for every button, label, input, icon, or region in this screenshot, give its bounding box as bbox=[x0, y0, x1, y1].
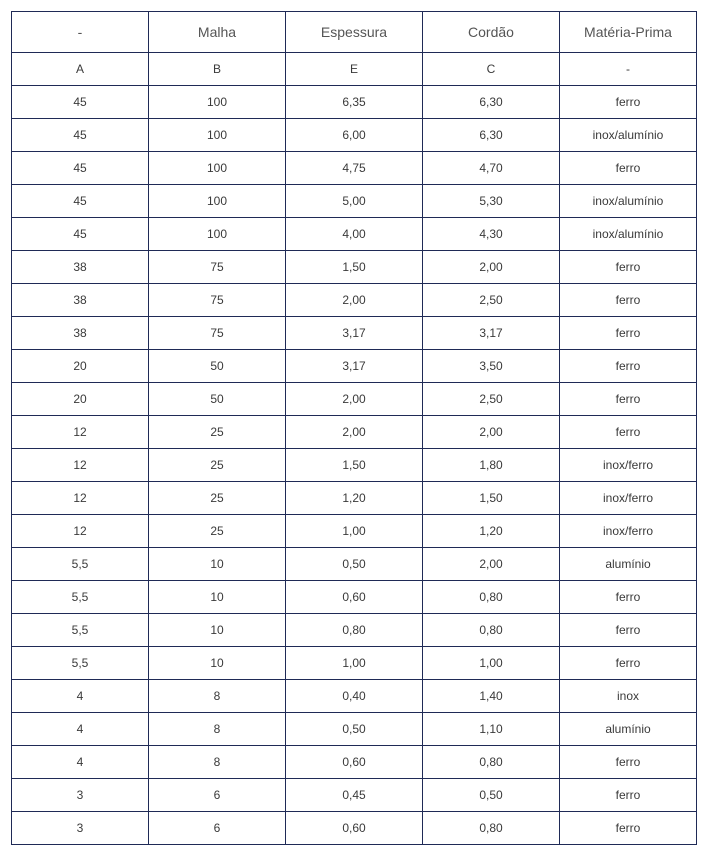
cell-c: 3,50 bbox=[423, 350, 560, 383]
table-row bbox=[12, 647, 697, 680]
cell-materia-prima: ferro bbox=[560, 647, 697, 680]
cell-b: 25 bbox=[149, 515, 286, 548]
cell-a: 12 bbox=[12, 482, 149, 515]
cell-materia-prima: inox/alumínio bbox=[560, 218, 697, 251]
cell-e: 0,45 bbox=[286, 779, 423, 812]
header-cell-dash: - bbox=[12, 12, 149, 53]
cell-c: 1,80 bbox=[423, 449, 560, 482]
header-cell-espessura: Espessura bbox=[286, 12, 423, 53]
table-row bbox=[12, 251, 697, 284]
cell-materia-prima: ferro bbox=[560, 350, 697, 383]
cell-materia-prima: ferro bbox=[560, 251, 697, 284]
cell-e: 1,50 bbox=[286, 251, 423, 284]
cell-materia-prima: ferro bbox=[560, 614, 697, 647]
cell-e: 0,60 bbox=[286, 812, 423, 845]
header-cell-malha: Malha bbox=[149, 12, 286, 53]
cell-c: 2,00 bbox=[423, 251, 560, 284]
cell-b: 10 bbox=[149, 581, 286, 614]
table-row bbox=[12, 449, 697, 482]
table-row bbox=[12, 746, 697, 779]
cell-a: 38 bbox=[12, 284, 149, 317]
cell-a: 45 bbox=[12, 152, 149, 185]
cell-e: 4,75 bbox=[286, 152, 423, 185]
cell-materia-prima: ferro bbox=[560, 317, 697, 350]
cell-a: 20 bbox=[12, 350, 149, 383]
cell-c: 0,80 bbox=[423, 614, 560, 647]
cell-a: 45 bbox=[12, 119, 149, 152]
cell-b: 100 bbox=[149, 86, 286, 119]
cell-b: 100 bbox=[149, 152, 286, 185]
cell-b: 8 bbox=[149, 713, 286, 746]
cell-b: 10 bbox=[149, 548, 286, 581]
cell-materia-prima: ferro bbox=[560, 581, 697, 614]
cell-c: 0,80 bbox=[423, 812, 560, 845]
table-row bbox=[12, 86, 697, 119]
cell-a: 38 bbox=[12, 317, 149, 350]
subheader-cell: - bbox=[560, 53, 697, 86]
subheader-cell: C bbox=[423, 53, 560, 86]
cell-c: 6,30 bbox=[423, 86, 560, 119]
cell-c: 4,70 bbox=[423, 152, 560, 185]
cell-a: 45 bbox=[12, 218, 149, 251]
table-row bbox=[12, 515, 697, 548]
cell-e: 2,00 bbox=[286, 416, 423, 449]
cell-e: 6,35 bbox=[286, 86, 423, 119]
cell-c: 0,50 bbox=[423, 779, 560, 812]
cell-materia-prima: ferro bbox=[560, 284, 697, 317]
table-row bbox=[12, 350, 697, 383]
cell-c: 5,30 bbox=[423, 185, 560, 218]
cell-a: 12 bbox=[12, 515, 149, 548]
cell-materia-prima: ferro bbox=[560, 383, 697, 416]
cell-b: 6 bbox=[149, 812, 286, 845]
cell-b: 100 bbox=[149, 119, 286, 152]
cell-materia-prima: inox bbox=[560, 680, 697, 713]
spec-table-body bbox=[12, 12, 697, 845]
cell-e: 1,20 bbox=[286, 482, 423, 515]
cell-e: 5,00 bbox=[286, 185, 423, 218]
table-row bbox=[12, 317, 697, 350]
cell-c: 1,50 bbox=[423, 482, 560, 515]
header-cell-materia-prima: Matéria-Prima bbox=[560, 12, 697, 53]
cell-c: 2,50 bbox=[423, 284, 560, 317]
table-row bbox=[12, 482, 697, 515]
cell-c: 4,30 bbox=[423, 218, 560, 251]
cell-materia-prima: inox/ferro bbox=[560, 449, 697, 482]
cell-c: 1,10 bbox=[423, 713, 560, 746]
cell-materia-prima: inox/ferro bbox=[560, 515, 697, 548]
cell-b: 75 bbox=[149, 251, 286, 284]
cell-a: 5,5 bbox=[12, 548, 149, 581]
cell-materia-prima: inox/ferro bbox=[560, 482, 697, 515]
cell-materia-prima: alumínio bbox=[560, 713, 697, 746]
cell-materia-prima: ferro bbox=[560, 746, 697, 779]
cell-e: 0,60 bbox=[286, 746, 423, 779]
cell-c: 1,40 bbox=[423, 680, 560, 713]
table-row bbox=[12, 548, 697, 581]
table-row bbox=[12, 284, 697, 317]
cell-e: 2,00 bbox=[286, 383, 423, 416]
cell-materia-prima: ferro bbox=[560, 779, 697, 812]
cell-b: 25 bbox=[149, 482, 286, 515]
spec-table bbox=[11, 11, 697, 845]
cell-materia-prima: inox/alumínio bbox=[560, 119, 697, 152]
cell-e: 3,17 bbox=[286, 317, 423, 350]
cell-a: 3 bbox=[12, 779, 149, 812]
table-row bbox=[12, 185, 697, 218]
cell-b: 50 bbox=[149, 350, 286, 383]
cell-e: 4,00 bbox=[286, 218, 423, 251]
cell-a: 20 bbox=[12, 383, 149, 416]
cell-b: 10 bbox=[149, 647, 286, 680]
header-cell-cordao: Cordão bbox=[423, 12, 560, 53]
cell-e: 0,50 bbox=[286, 713, 423, 746]
cell-a: 3 bbox=[12, 812, 149, 845]
cell-c: 0,80 bbox=[423, 746, 560, 779]
cell-a: 5,5 bbox=[12, 647, 149, 680]
cell-b: 8 bbox=[149, 680, 286, 713]
subheader-cell: A bbox=[12, 53, 149, 86]
table-row bbox=[12, 614, 697, 647]
cell-c: 2,50 bbox=[423, 383, 560, 416]
cell-a: 12 bbox=[12, 449, 149, 482]
cell-materia-prima: ferro bbox=[560, 416, 697, 449]
cell-c: 1,00 bbox=[423, 647, 560, 680]
cell-a: 38 bbox=[12, 251, 149, 284]
cell-a: 4 bbox=[12, 713, 149, 746]
cell-a: 4 bbox=[12, 746, 149, 779]
cell-c: 3,17 bbox=[423, 317, 560, 350]
table-row bbox=[12, 119, 697, 152]
cell-a: 45 bbox=[12, 86, 149, 119]
table-row bbox=[12, 680, 697, 713]
cell-c: 0,80 bbox=[423, 581, 560, 614]
cell-b: 25 bbox=[149, 449, 286, 482]
cell-materia-prima: alumínio bbox=[560, 548, 697, 581]
cell-b: 25 bbox=[149, 416, 286, 449]
cell-b: 75 bbox=[149, 317, 286, 350]
subheader-row bbox=[12, 53, 697, 86]
table-row bbox=[12, 581, 697, 614]
cell-materia-prima: ferro bbox=[560, 812, 697, 845]
cell-b: 100 bbox=[149, 185, 286, 218]
cell-e: 2,00 bbox=[286, 284, 423, 317]
cell-c: 6,30 bbox=[423, 119, 560, 152]
cell-e: 1,00 bbox=[286, 515, 423, 548]
table-row bbox=[12, 713, 697, 746]
cell-b: 100 bbox=[149, 218, 286, 251]
cell-a: 5,5 bbox=[12, 581, 149, 614]
cell-materia-prima: ferro bbox=[560, 86, 697, 119]
cell-materia-prima: inox/alumínio bbox=[560, 185, 697, 218]
cell-e: 6,00 bbox=[286, 119, 423, 152]
cell-b: 50 bbox=[149, 383, 286, 416]
table-row bbox=[12, 779, 697, 812]
cell-a: 4 bbox=[12, 680, 149, 713]
cell-e: 0,40 bbox=[286, 680, 423, 713]
cell-b: 8 bbox=[149, 746, 286, 779]
table-row bbox=[12, 218, 697, 251]
cell-c: 2,00 bbox=[423, 548, 560, 581]
cell-e: 0,80 bbox=[286, 614, 423, 647]
cell-a: 5,5 bbox=[12, 614, 149, 647]
cell-e: 0,60 bbox=[286, 581, 423, 614]
cell-e: 1,00 bbox=[286, 647, 423, 680]
cell-c: 2,00 bbox=[423, 416, 560, 449]
cell-b: 10 bbox=[149, 614, 286, 647]
cell-b: 6 bbox=[149, 779, 286, 812]
subheader-cell: E bbox=[286, 53, 423, 86]
header-row bbox=[12, 12, 697, 53]
subheader-cell: B bbox=[149, 53, 286, 86]
table-row bbox=[12, 416, 697, 449]
cell-a: 45 bbox=[12, 185, 149, 218]
cell-b: 75 bbox=[149, 284, 286, 317]
cell-e: 3,17 bbox=[286, 350, 423, 383]
cell-materia-prima: ferro bbox=[560, 152, 697, 185]
cell-e: 1,50 bbox=[286, 449, 423, 482]
cell-e: 0,50 bbox=[286, 548, 423, 581]
cell-a: 12 bbox=[12, 416, 149, 449]
table-row bbox=[12, 812, 697, 845]
cell-c: 1,20 bbox=[423, 515, 560, 548]
table-row bbox=[12, 383, 697, 416]
table-row bbox=[12, 152, 697, 185]
